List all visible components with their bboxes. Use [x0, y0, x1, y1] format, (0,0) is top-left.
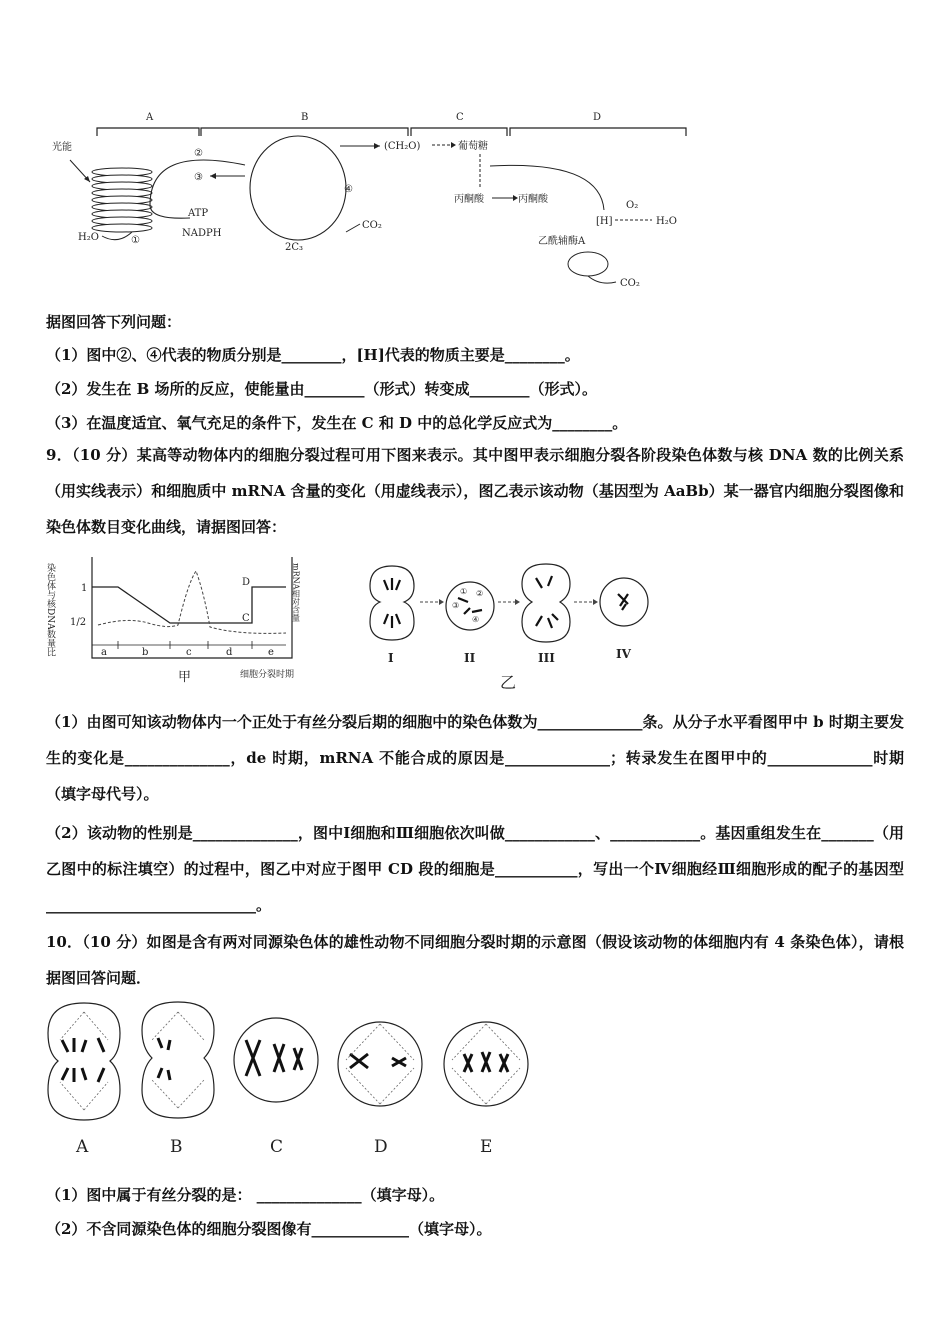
cell-3-label: III [538, 651, 555, 665]
phase-a: a [101, 647, 107, 658]
cell-4-label: IV [616, 647, 631, 661]
ch2o-label: (CH₂O) [384, 141, 421, 152]
circle-3-label: ③ [194, 172, 203, 183]
calvin-cycle-ring [250, 136, 346, 240]
q8-question-2: （2）发生在 B 场所的反应，使能量由________（形式）转变成________（形式）。 [46, 380, 598, 398]
co2-b-label: CO₂ [362, 220, 382, 231]
cell-b-outline [142, 1002, 214, 1118]
cell-e-label: E [480, 1137, 493, 1157]
pyruvate-1-label: 丙酮酸 [454, 194, 484, 205]
o2-label: O₂ [626, 200, 639, 211]
cell-1-outline [370, 566, 414, 640]
h2o-input-label: H₂O [78, 232, 99, 243]
cell-1-label: I [388, 651, 394, 665]
q9-answer-2: （2）该动物的性别是______________，图中Ⅰ细胞和Ⅲ细胞依次叫做____________、____________。基因重组发生在_______（用乙图中的标注填空）的过程中，图乙中对应于图甲 CD 段的细胞是___________，写出一个Ⅳ细胞经Ⅲ细胞形成的配子的基因型____________________________。 [46, 824, 904, 914]
figure-jia-yhalf: 1/2 [70, 617, 87, 628]
figure-yi-caption: 乙 [500, 673, 517, 692]
tca-cycle-ring [568, 252, 608, 276]
figure-q10-cells [40, 998, 540, 1163]
two-c3-label: 2C₃ [285, 242, 304, 253]
figure-jia-y1: 1 [81, 583, 88, 594]
cell-2-mark-1: ① [460, 587, 468, 596]
segment-d-label: D [593, 112, 602, 123]
thylakoid-stack [92, 168, 152, 232]
cell-a-outline [48, 1003, 120, 1120]
cell-b-label: B [170, 1137, 183, 1157]
cell-2-mark-3: ③ [452, 601, 460, 610]
cell-d-outline [338, 1022, 422, 1106]
h-label: [H] [596, 216, 613, 227]
figure-jia-xlabel: 细胞分裂时期 [240, 670, 295, 680]
q8-question-3: （3）在温度适宜、氧气充足的条件下，发生在 C 和 D 中的总化学反应式为________。 [46, 414, 628, 432]
nadph-label: NADPH [182, 228, 222, 239]
cell-3-outline [522, 564, 570, 642]
bracket-d [510, 128, 686, 136]
segment-b-label: B [301, 112, 309, 123]
cell-4-outline [600, 578, 648, 626]
segment-a-label: A [146, 112, 154, 123]
bracket-c [411, 128, 507, 136]
cell-2-label: II [464, 651, 476, 665]
circle-4-label: ④ [344, 184, 353, 195]
q8-question-1: （1）图中②、④代表的物质分别是________，[H]代表的物质主要是________。 [46, 346, 580, 364]
bracket-b [201, 128, 408, 136]
q8-intro: 据图回答下列问题： [46, 313, 182, 331]
phase-b: b [142, 647, 149, 658]
figure-jia-chart [45, 553, 318, 688]
ratio-line [92, 587, 286, 623]
figure-yi-cells [360, 558, 660, 693]
q10-answer-2: （2）不含同源染色体的细胞分裂图像有_____________（填字母）。 [46, 1220, 492, 1238]
segment-c-label: C [456, 112, 464, 123]
figure-jia-rlabel: mRNA相对含量 [291, 563, 301, 622]
figure-jia-ylabel: 染色体与核DNA数量比 [45, 563, 55, 657]
q9-answer-1: （1）由图可知该动物体内一个正处于有丝分裂后期的细胞中的染色体数为______________条。从分子水平看图甲中 b 时期主要发生的变化是______________，de 时期，mRNA 不能合成的原因是______________；转录发生在图甲中的______________时期（填字母代号）。 [46, 713, 904, 803]
cell-d-label: D [374, 1137, 388, 1157]
figure-jia-caption: 甲 [178, 670, 192, 685]
cell-a-label: A [76, 1137, 89, 1157]
cell-2-mark-4: ④ [472, 615, 480, 624]
q9-stem: 9．（10 分）某高等动物体内的细胞分裂过程可用下图来表示。其中图甲表示细胞分裂各阶段染色体数与核 DNA 数的比例关系（用实线表示）和细胞质中 mRNA 含量的变化（用虚线表示），图乙表示该动物（基因型为 AaBb）某一器官内细胞分裂图像和染色体数目变化曲线，请据图回答： [46, 446, 904, 536]
cell-2-mark-2: ② [476, 589, 484, 598]
phase-e: e [268, 647, 274, 658]
co2-d-label: CO₂ [620, 278, 640, 289]
acetyl-coa-label: 乙酰辅酶A [538, 236, 586, 247]
phase-d: d [226, 647, 233, 658]
h2o-output-label: H₂O [656, 216, 677, 227]
figure-jia-point-c: C [242, 613, 250, 624]
q10-stem: 10．（10 分）如图是含有两对同源染色体的雄性动物不同细胞分裂时期的示意图（假设该动物的体细胞内有 4 条染色体），请根据图回答问题． [46, 933, 904, 987]
q10-answer-1: （1）图中属于有丝分裂的是： ______________（填字母）。 [46, 1186, 445, 1204]
atp-label: ATP [188, 208, 209, 219]
cell-c-label: C [270, 1137, 284, 1157]
pyruvate-2-label: 丙酮酸 [518, 194, 548, 205]
photosynthesis-respiration-diagram [40, 100, 700, 300]
figure-jia-point-d: D [242, 577, 251, 588]
bracket-a [97, 128, 199, 136]
circle-1-label: ① [131, 235, 140, 246]
phase-c: c [186, 647, 192, 658]
circle-2-label: ② [194, 148, 203, 159]
light-energy-label: 光能 [52, 142, 72, 153]
glucose-label: 葡萄糖 [458, 141, 488, 152]
mrna-curve [98, 571, 286, 633]
cell-c-outline [234, 1018, 318, 1102]
